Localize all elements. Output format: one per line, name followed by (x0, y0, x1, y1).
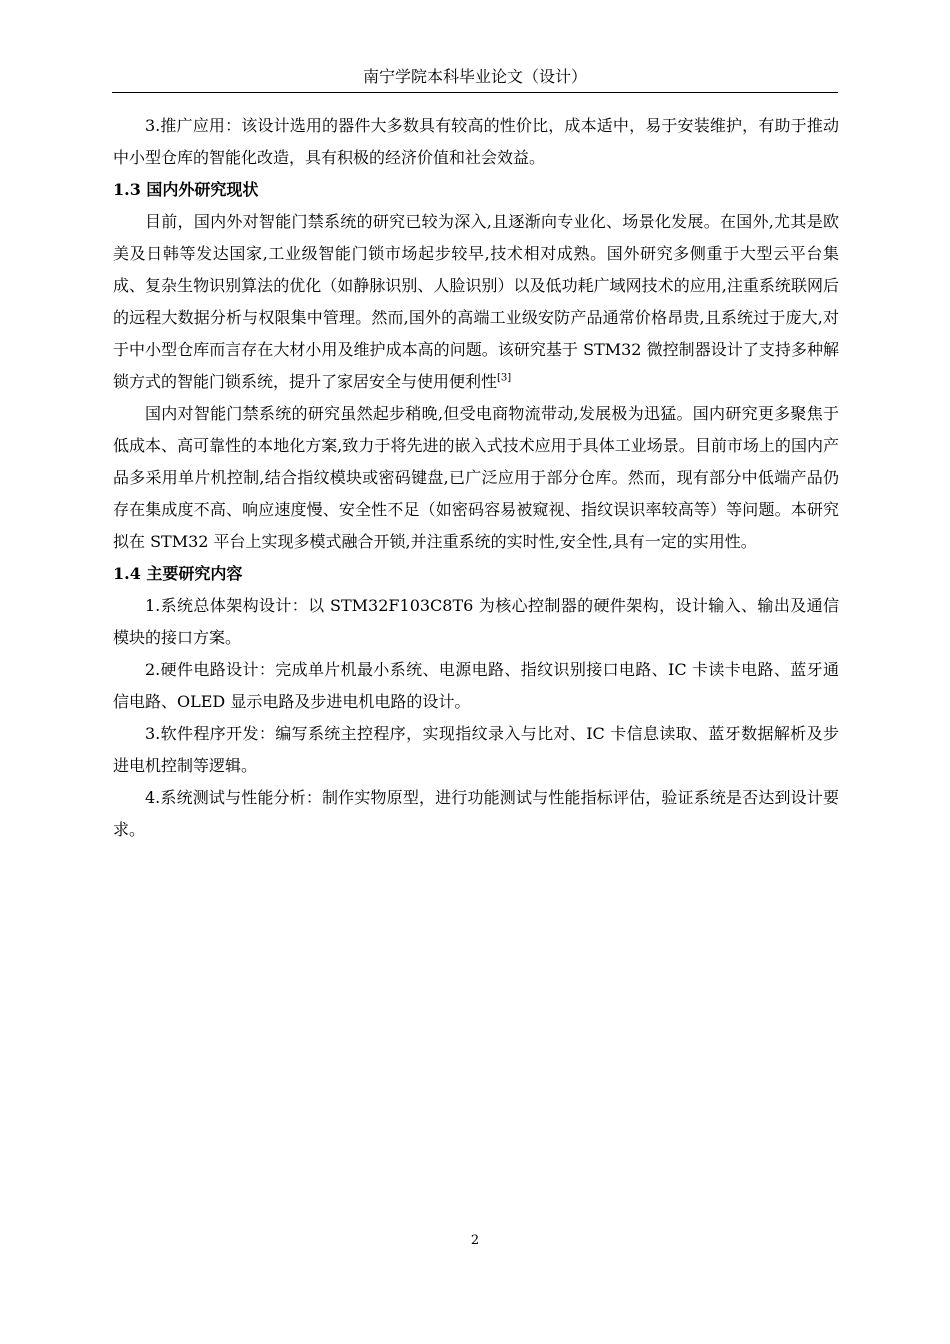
page-header (112, 62, 838, 93)
paragraph-research-abroad-text: 目前，国内外对智能门禁系统的研究已较为深入,且逐渐向专业化、场景化发展。在国外,尤其是欧美及日韩等发达国家,工业级智能门锁市场起步较早,技术相对成熟。国外研究多侧重于大型云平台集成、复杂生物识别算法的优化（如静脉识别、人脸识别）以及低功耗广域网技术的应用,注重系统联网后的远程大数据分析与权限集中管理。然而,国外的高端工业级安防产品通常价格昂贵,且系统过于庞大,对于中小型仓库而言存在大材小用及维护成本高的问题。该研究基于 STM32 微控制器设计了支持多种解锁方式的智能门锁系统，提升了家居安全与使用便利性 (113, 212, 839, 391)
page-body (113, 110, 839, 846)
page-number: 2 (470, 1233, 480, 1248)
paragraph-research-domestic: 国内对智能门禁系统的研究虽然起步稍晚,但受电商物流带动,发展极为迅猛。国内研究更多聚焦于低成本、高可靠性的本地化方案,致力于将先进的嵌入式技术应用于具体工业场景。目前市场上的国内产品多采用单片机控制,结合指纹模块或密码键盘,已广泛应用于部分仓库。然而，现有部分中低端产品仍存在集成度不高、响应速度慢、安全性不足（如密码容易被窥视、指纹误识率较高等）等问题。本研究拟在 STM32 平台上实现多模式融合开锁,并注重系统的实时性,安全性,具有一定的实用性。 (113, 404, 839, 551)
thesis-header-title: 南宁学院本科毕业论文（设计） (362, 67, 587, 86)
section-heading-1-4: 1.4 主要研究内容 (113, 564, 243, 583)
research-item-architecture: 1.系统总体架构设计：以 STM32F103C8T6 为核心控制器的硬件架构，设计输入、输出及通信模块的接口方案。 (113, 596, 839, 647)
section-heading-1-3: 1.3 国内外研究现状 (113, 180, 259, 199)
citation-mark: [3] (497, 372, 512, 384)
paragraph-promotion: 3.推广应用：该设计选用的器件大多数具有较高的性价比，成本适中，易于安装维护，有助于推动中小型仓库的智能化改造，具有积极的经济价值和社会效益。 (113, 116, 839, 167)
research-item-hardware: 2.硬件电路设计：完成单片机最小系统、电源电路、指纹识别接口电路、IC 卡读卡电路、蓝牙通信电路、OLED 显示电路及步进电机电路的设计。 (113, 660, 839, 711)
research-item-testing: 4.系统测试与性能分析：制作实物原型，进行功能测试与性能指标评估，验证系统是否达到设计要求。 (113, 788, 839, 839)
paragraph-research-abroad (113, 206, 839, 398)
research-item-software: 3.软件程序开发：编写系统主控程序，实现指纹录入与比对、IC 卡信息读取、蓝牙数据解析及步进电机控制等逻辑。 (113, 724, 839, 775)
